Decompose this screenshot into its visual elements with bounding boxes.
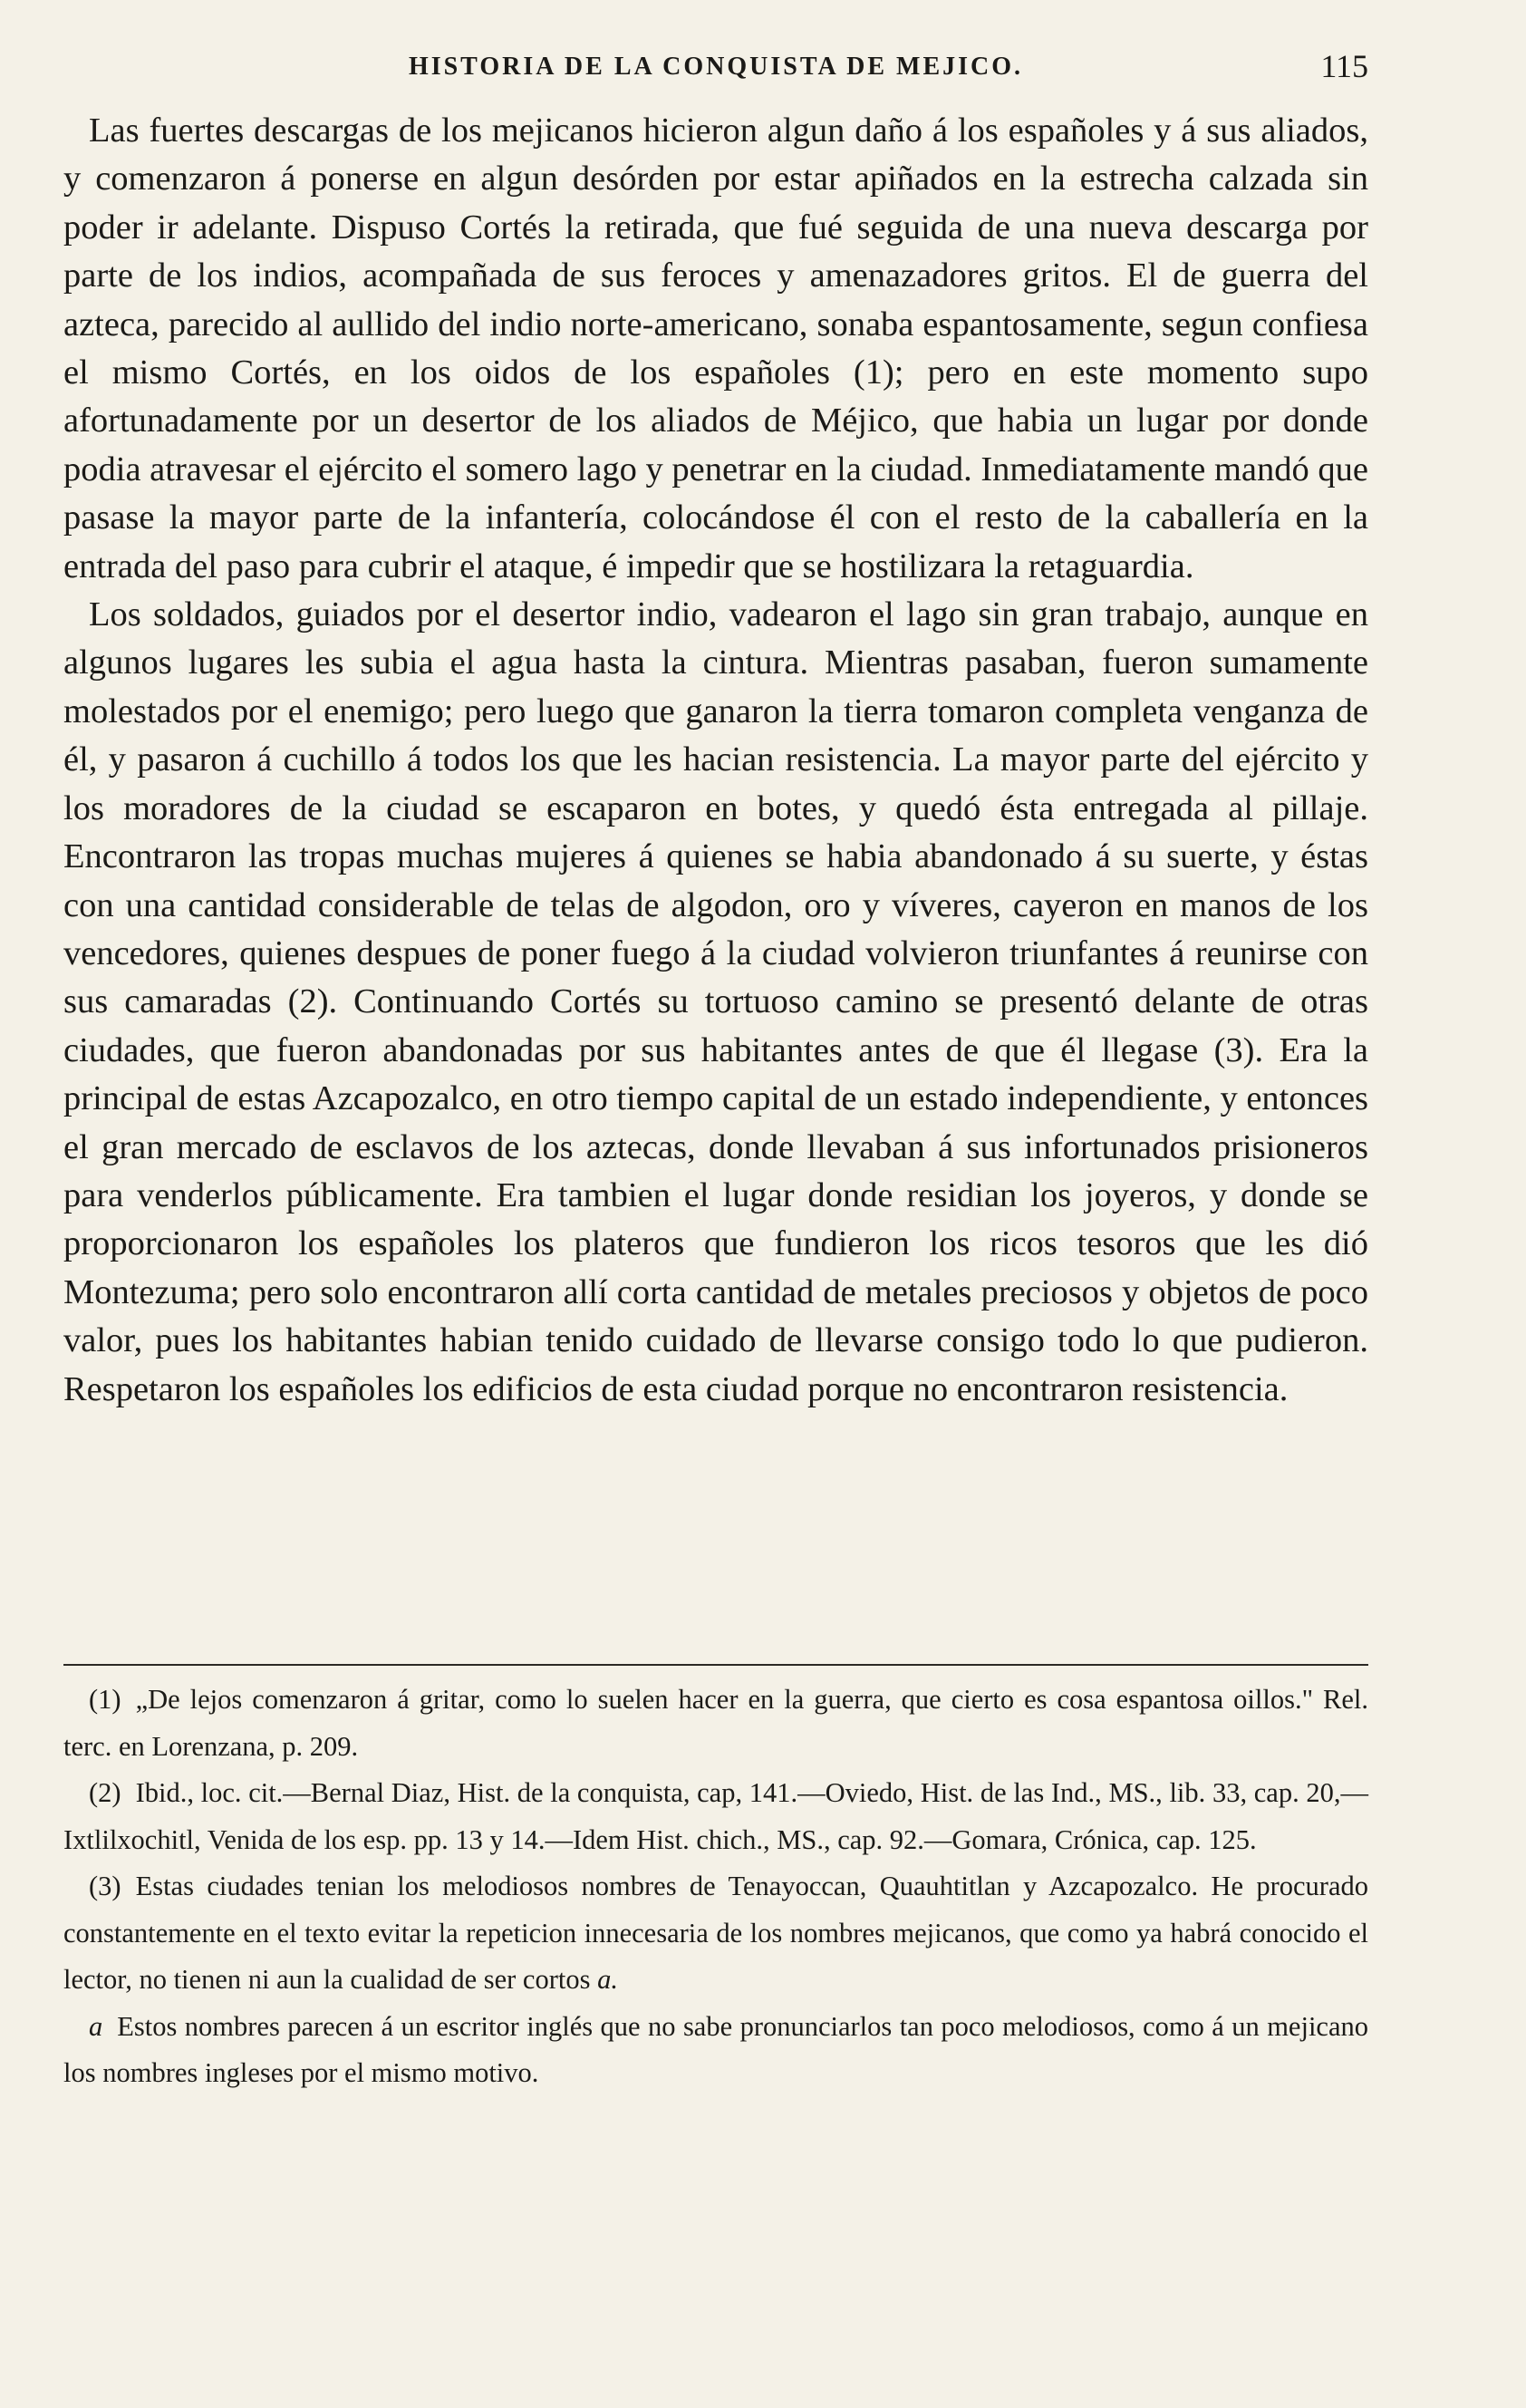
footnote-marker: (3) [89, 1871, 121, 1901]
footnote [63, 1770, 1368, 1863]
main-text [63, 107, 1368, 1414]
footnote [63, 2004, 1368, 2097]
footnote-text: Estos nombres parecen á un escritor inglés que no sabe pronunciarlos tan poco melodiosos, como á un mejicano los nombres ingleses por el mismo motivo. [63, 2010, 1368, 2088]
footnote-reference: a. [597, 1964, 618, 1995]
footnote-marker: a [89, 2010, 103, 2042]
footnote-divider [63, 1664, 1368, 1666]
footnote [63, 1677, 1368, 1770]
body-paragraph: Las fuertes descargas de los mejicanos hicieron algun daño á los españoles y á sus aliados, y comenzaron á ponerse en algun desórden por estar apiñados en la estrecha calzada sin poder ir adelante. Dispuso Cortés la retirada, que fué seguida de una nueva descarga por parte de los indios, acompañada de sus feroces y amenazadores gritos. El de guerra del azteca, parecido al aullido del indio norte-americano, sonaba espantosamente, segun confiesa el mismo Cortés, en los oidos de los españoles (1); pero en este momento supo afortunadamente por un desertor de los aliados de Méjico, que habia un lugar por donde podia atravesar el ejército el somero lago y penetrar en la ciudad. Inmediatamente mandó que pasase la mayor parte de la infantería, colocándose él con el resto de la caballería en la entrada del paso para cubrir el ataque, é impedir que se hostilizara la retaguardia. [63, 111, 1368, 585]
running-title: HISTORIA DE LA CONQUISTA DE MEJICO. [408, 53, 1024, 81]
page-number: 115 [1320, 48, 1368, 84]
footnote-text: „De lejos comenzaron á gritar, como lo suelen hacer en la guerra, que cierto es cosa espantosa oillos." Rel. terc. en Lorenzana, p. 209. [63, 1684, 1368, 1762]
page-header [63, 47, 1368, 98]
body-paragraph: Los soldados, guiados por el desertor indio, vadearon el lago sin gran trabajo, aunque en algunos lugares les subia el agua hasta la cintura. Mientras pasaban, fueron sumamente molestados por el enemigo; pero luego que ganaron la tierra tomaron completa venganza de él, y pasaron á cuchillo á todos los que les hacian resistencia. La mayor parte del ejército y los moradores de la ciudad se escaparon en botes, y quedó ésta entregada al pillaje. Encontraron las tropas muchas mujeres á quienes se habia abandonado á su suerte, y éstas con una cantidad considerable de telas de algodon, oro y víveres, cayeron en manos de los vencedores, quienes despues de poner fuego á la ciudad volvieron triunfantes á reunirse con sus camaradas (2). Continuando Cortés su tortuoso camino se presentó delante de otras ciudades, que fueron abandonadas por sus habitantes antes de que él llegase (3). Era la principal de estas Azcapozalco, en otro tiempo capital de un estado independiente, y entonces el gran mercado de esclavos de los aztecas, donde llevaban á sus infortunados prisioneros para venderlos públicamente. Era tambien el lugar donde residian los joyeros, y donde se proporcionaron los españoles los plateros que fundieron los ricos tesoros que les dió Montezuma; pero solo encontraron allí corta cantidad de metales preciosos y objetos de poco valor, pues los habitantes habian tenido cuidado de llevarse consigo todo lo que pudieron. Respetaron los españoles los edificios de esta ciudad porque no encontraron resistencia. [63, 595, 1369, 1408]
footnote-text: Ibid., loc. cit.—Bernal Diaz, Hist. de la conquista, cap, 141.—Oviedo, Hist. de las Ind., MS., lib. 33, cap. 20,—Ixtlilxochitl, Venida de los esp. pp. 13 y 14.—Idem Hist. chich., MS., cap. 92.—Gomara, Crónica, cap. 125. [63, 1777, 1368, 1855]
footnotes [63, 1677, 1368, 2097]
footnote-marker: (1) [89, 1684, 121, 1715]
footnote [63, 1863, 1368, 2004]
footnote-marker: (2) [89, 1777, 121, 1808]
footnote-text: Estas ciudades tenian los melodiosos nombres de Tenayoccan, Quauhtitlan y Azcapozalco. He procurado constantemente en el texto evitar la repeticion innecesaria de los nombres mejicanos, que como ya habrá conocido el lector, no tienen ni aun la cualidad de ser cortos [63, 1871, 1368, 1995]
